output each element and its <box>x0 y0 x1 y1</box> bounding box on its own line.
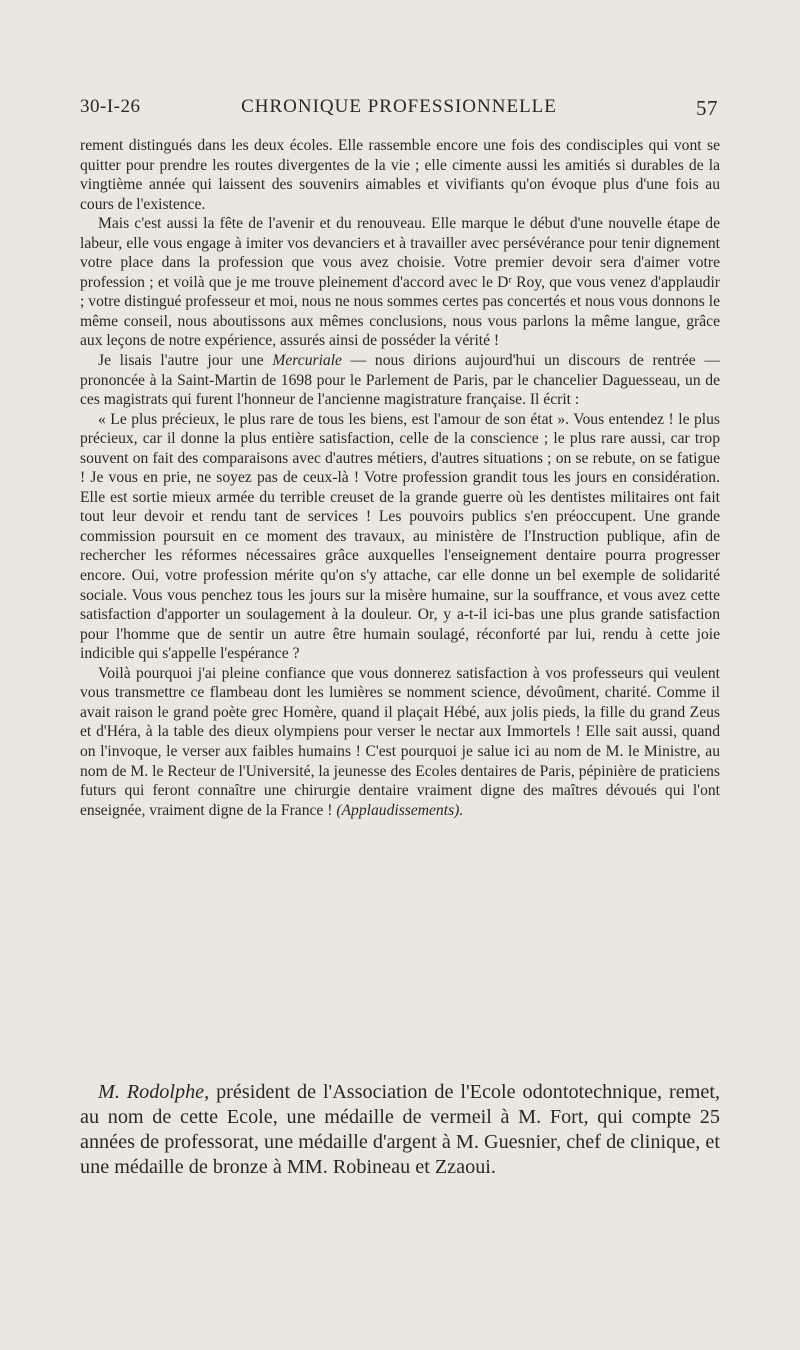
paragraph-5-text: Voilà pourquoi j'ai pleine confiance que vous donnerez satisfaction à vos professeurs qui veulent vous transmettre ce flambeau dont les lumières se nomment science, dévoûment, charité. Comme il avait raison le grand poète grec Homère, quand il plaçait Hébé, aux jolis pieds, la fille du grand Zeus et d'Héra, à la table des dieux olympiens pour verser le nectar aux Immortels ! Elle sait aussi, quand on l'invoque, le verser aux faibles humains ! C'est pourquoi je salue ici au nom de M. le Ministre, au nom de M. le Recteur de l'Université, la jeunesse des Ecoles dentaires de Paris, pépinière de praticiens futurs qui feront connaître une chirurgie dentaire vraiment digne des maîtres dévoués qui l'ont enseignée, vraiment digne de la France ! <box>80 664 720 819</box>
paragraph-4: « Le plus précieux, le plus rare de tous les biens, est l'amour de son état ». Vous entendez ! le plus précieux, car il donne la plus entière satisfaction, celle de la conscience ; le plus rare aussi, car trop souvent on fait des comparaisons avec d'autres métiers, d'autres situations ; on se rebute, on se fatigue ! Je vous en prie, ne soyez pas de ceux-là ! Votre profession grandit tous les jours en considération. Elle est sortie mieux armée du terrible creuset de la grande guerre où les dentistes militaires ont fait tout leur devoir et rendu tant de services ! Les pouvoirs publics s'en préoccupent. Une grande commission poursuit en ce moment des travaux, au ministère de l'Instruction publique, afin de rechercher les réformes nécessaires grâce auxquelles l'enseignement dentaire pourra progresser encore. Oui, votre profession mérite qu'on s'y attache, car elle donne un bel exemple de solidarité sociale. Vous vous penchez tous les jours sur la misère humaine, sur la souffrance, et vous avez cette satisfaction d'apporter un soulagement à la douleur. Or, y a-t-il ici-bas une plus grande satisfaction pour l'homme que de sentir un autre être humain soulagé, réconforté par lui, rendu à cette joie indicible qui s'appelle l'espérance ? <box>80 410 720 663</box>
paragraph-3 <box>80 351 720 410</box>
closing-paragraph <box>80 1080 720 1180</box>
applause-italic: (Applaudissements). <box>336 801 464 819</box>
speaker-name: M. Rodolphe, <box>98 1081 210 1103</box>
paragraph-3-end: — nous dirions aujourd'hui un discours de rentrée — prononcée à la Saint-Martin de 1698 pour le Parlement de Paris, par le chancelier Daguesseau, un de ces magistrats qui furent l'honneur de l'ancienne magistrature française. Il écrit : <box>80 352 720 409</box>
running-header <box>80 96 718 126</box>
paragraph-5 <box>80 664 720 820</box>
mercuriale-italic: Mercuriale <box>272 352 342 370</box>
paragraph-3-start: Je lisais l'autre jour une <box>98 352 273 370</box>
closing-text: président de l'Association de l'Ecole odontotechnique, remet, au nom de cette Ecole, une médaille de vermeil à M. Fort, qui compte 25 années de professorat, une médaille d'argent à M. Guesnier, chef de clinique, et une médaille de bronze à MM. Robineau et Zzaoui. <box>80 1081 720 1178</box>
header-title: CHRONIQUE PROFESSIONNELLE <box>241 96 557 117</box>
paragraph-1: rement distingués dans les deux écoles. Elle rassemble encore une fois des condisciples qui vont se quitter pour prendre les routes divergentes de la vie ; elle cimente aussi les amitiés si durables de la vingtième année qui laissent des souvenirs aimables et vivifiants qu'on évoque plus d'une fois au cours de l'existence. <box>80 137 720 213</box>
page-number: 57 <box>696 96 718 120</box>
body-text <box>80 136 720 820</box>
header-date: 30-I-26 <box>80 96 141 117</box>
paragraph-2: Mais c'est aussi la fête de l'avenir et du renouveau. Elle marque le début d'une nouvelle étape de labeur, elle vous engage à imiter vos devanciers et à travailler avec persévérance pour tenir dignement votre place dans la profession que vous avez choisie. Votre premier devoir sera d'aimer votre profession ; et voilà que je me trouve pleinement d'accord avec le Dʳ Roy, que vous venez d'applaudir ; votre distingué professeur et moi, nous ne nous sommes certes pas concertés et nous vous donnons le même conseil, nous aboutissons aux mêmes conclusions, nous vous parlons la même langue, grâce aux leçons de notre expérience, assurés ainsi de posséder la vérité ! <box>80 215 720 350</box>
